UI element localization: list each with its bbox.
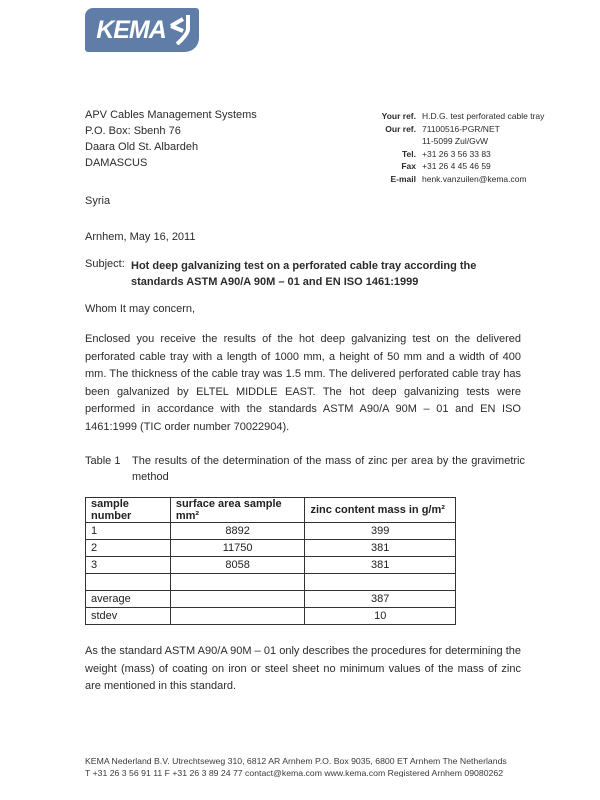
recipient-address bbox=[85, 107, 257, 209]
col-header-zinc-content: zinc content mass in g/m² bbox=[305, 498, 456, 523]
table-row bbox=[86, 523, 456, 540]
recipient-street: Daara Old St. Albardeh bbox=[85, 141, 199, 153]
cell-sample: average bbox=[86, 591, 171, 608]
ref-row-your-ref bbox=[352, 110, 544, 123]
cell-area: 11750 bbox=[170, 540, 305, 557]
cell-area bbox=[170, 574, 305, 591]
cell-zinc: 399 bbox=[305, 523, 456, 540]
table-caption-text: The results of the determination of the mass of zinc per area by the gravimetric method bbox=[132, 455, 525, 483]
ref-value: 11-5099 Zul/GvW bbox=[422, 136, 488, 147]
closing-paragraph: As the standard ASTM A90/A 90M – 01 only describes the procedures for determining the weight (mass) of coating on iron or steel sheet no minimum values of the mass of zinc are mentioned in this standard. bbox=[85, 645, 521, 693]
ref-row-email bbox=[352, 173, 544, 186]
table-caption-label: Table 1 bbox=[85, 455, 121, 467]
table-row-average bbox=[86, 591, 456, 608]
kema-arrow-icon bbox=[168, 13, 192, 45]
recipient-company: APV Cables Management Systems bbox=[85, 109, 257, 121]
cell-sample: 2 bbox=[86, 540, 171, 557]
cell-area: 8892 bbox=[170, 523, 305, 540]
ref-row-tel bbox=[352, 148, 544, 161]
footer bbox=[85, 756, 565, 777]
ref-label: Your ref. bbox=[381, 111, 416, 121]
table-row bbox=[86, 540, 456, 557]
subject-label: Subject: bbox=[85, 258, 125, 270]
ref-value: +31 26 4 45 46 59 bbox=[422, 161, 491, 172]
ref-label: E-mail bbox=[390, 173, 416, 184]
cell-zinc: 387 bbox=[305, 591, 456, 608]
recipient-city: DAMASCUS bbox=[85, 157, 148, 169]
table-caption bbox=[85, 453, 525, 485]
ref-label bbox=[352, 135, 422, 148]
ref-value: H.D.G. test perforated cable tray bbox=[422, 111, 545, 121]
ref-value: +31 26 3 56 33 83 bbox=[422, 148, 491, 159]
ref-row-our-ref-2 bbox=[352, 135, 544, 148]
kema-logo-text: KEMA bbox=[96, 15, 166, 44]
table-header-row bbox=[86, 498, 456, 523]
cell-zinc: 381 bbox=[305, 540, 456, 557]
cell-zinc bbox=[305, 574, 456, 591]
kema-logo bbox=[85, 8, 199, 52]
body-paragraph: Enclosed you receive the results of the hot deep galvanizing test on the delivered perforated cable tray with a length of 1000 mm, a height of 50 mm and a width of 400 mm. The thickness of the cable tray was 1.5 mm. The delivered perforated cable tray has been galvanized by ELTEL MIDDLE EAST. The hot deep galvanizing tests were performed in accordance with the standards ASTM A90/A 90M – 01 and EN ISO 1461:1999 (TIC order number 70022904). bbox=[85, 333, 521, 433]
table-row-stdev bbox=[86, 608, 456, 625]
ref-row-fax bbox=[352, 160, 544, 173]
ref-email-value: henk.vanzuilen@kema.com bbox=[422, 173, 527, 184]
cell-sample: stdev bbox=[86, 608, 171, 625]
ref-value: 71100516-PGR/NET bbox=[422, 123, 500, 134]
subject-text: Hot deep galvanizing test on a perforated cable tray according the standards ASTM A90/A 90M – 01 and EN ISO 1461:1999 bbox=[131, 260, 477, 288]
footer-contact-line: T +31 26 3 56 91 11 F +31 26 3 89 24 77 contact@kema.com www.kema.com Registered Arnhem 09080262 bbox=[85, 767, 504, 777]
cell-zinc: 381 bbox=[305, 557, 456, 574]
salutation: Whom It may concern, bbox=[85, 303, 196, 315]
footer-address-line: KEMA Nederland B.V. Utrechtseweg 310, 6812 AR Arnhem P.O. Box 9035, 6800 ET Arnhem The Netherlands bbox=[85, 756, 507, 766]
cell-sample: 3 bbox=[86, 557, 171, 574]
col-header-sample-number: sample number bbox=[86, 498, 171, 523]
table-row-empty bbox=[86, 574, 456, 591]
ref-label: Fax bbox=[401, 161, 416, 172]
footer-contact-line-clipped bbox=[85, 768, 565, 777]
subject-line bbox=[85, 258, 530, 290]
table-row bbox=[86, 557, 456, 574]
cell-sample: 1 bbox=[86, 523, 171, 540]
ref-label: Our ref. bbox=[385, 123, 416, 134]
results-table bbox=[85, 497, 456, 625]
cell-area bbox=[170, 591, 305, 608]
cell-area: 8058 bbox=[170, 557, 305, 574]
col-header-surface-area: surface area sample mm² bbox=[170, 498, 305, 523]
cell-zinc: 10 bbox=[305, 608, 456, 625]
ref-row-our-ref bbox=[352, 123, 544, 136]
ref-label: Tel. bbox=[401, 148, 416, 159]
date-line: Arnhem, May 16, 2011 bbox=[85, 231, 196, 243]
cell-sample bbox=[86, 574, 171, 591]
recipient-country: Syria bbox=[85, 195, 111, 207]
cell-area bbox=[170, 608, 305, 625]
reference-block bbox=[352, 110, 544, 186]
recipient-pobox: P.O. Box: Sbenh 76 bbox=[85, 125, 181, 137]
